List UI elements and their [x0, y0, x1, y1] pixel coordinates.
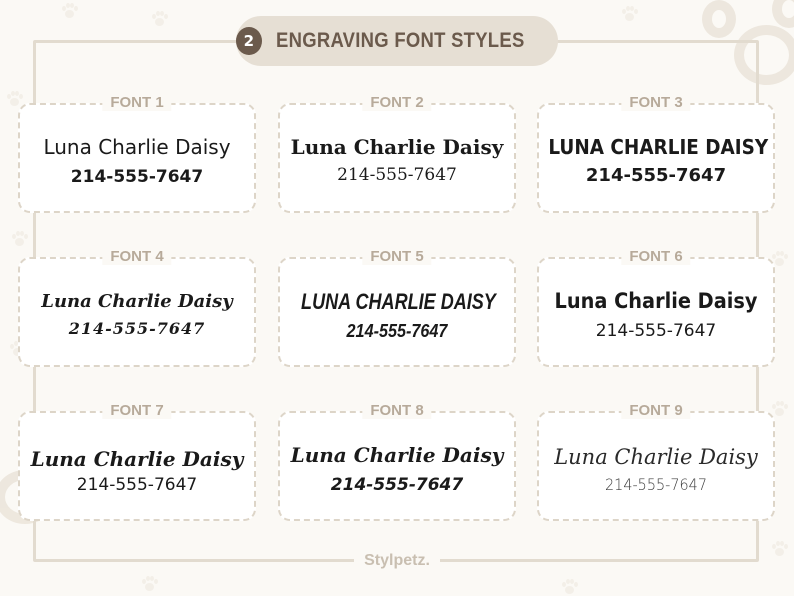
- sample-phone: 214-555-7647: [68, 319, 206, 338]
- sample-names: Luna Charlie Daisy: [290, 135, 504, 159]
- sample-names: Luna Charlie Daisy: [41, 291, 233, 312]
- font-card-5[interactable]: [278, 248, 516, 367]
- font-label: FONT 3: [621, 94, 690, 111]
- paw-print-icon: [10, 230, 28, 248]
- section-header: [236, 16, 558, 66]
- font-card-6[interactable]: [537, 248, 775, 367]
- sample-phone: 214-555-7647: [330, 475, 464, 495]
- font-label: FONT 5: [362, 248, 431, 265]
- brand-logo: [0, 552, 794, 570]
- font-label: FONT 8: [362, 402, 431, 419]
- sample-names: Luna Charlie Daisy: [43, 135, 231, 159]
- sample-phone: 214-555-7647: [595, 321, 717, 341]
- sample-names: Luna Charlie Daisy: [554, 289, 758, 313]
- sample-names: Luna Charlie Daisy: [290, 443, 504, 467]
- font-card-4[interactable]: [18, 248, 256, 367]
- paw-print-icon: [5, 90, 23, 108]
- sample-names: LUNA CHARLIE DAISY: [548, 135, 769, 159]
- paw-print-icon: [60, 2, 78, 20]
- sample-names: Luna Charlie Daisy: [30, 447, 244, 471]
- sample-names: Luna Charlie Daisy: [554, 445, 758, 469]
- sample-phone: 214-555-7647: [585, 165, 727, 186]
- sample-phone: 214-555-7647: [76, 475, 198, 495]
- font-card-8[interactable]: [278, 402, 516, 521]
- step-number-badge: 2: [236, 27, 262, 55]
- sample-phone: 214-555-7647: [337, 165, 457, 185]
- font-card-2[interactable]: [278, 94, 516, 213]
- sample-names: LUNA CHARLIE DAISY: [301, 289, 496, 314]
- font-label: FONT 9: [621, 402, 690, 419]
- paw-print-icon: [560, 578, 578, 596]
- font-card-1[interactable]: [18, 94, 256, 213]
- font-label: FONT 2: [362, 94, 431, 111]
- sample-phone: 214-555-7647: [604, 475, 708, 494]
- font-label: FONT 1: [102, 94, 171, 111]
- sample-phone: 214-555-7647: [346, 321, 448, 341]
- font-label: FONT 7: [102, 402, 171, 419]
- font-card-3[interactable]: [537, 94, 775, 213]
- sample-phone: 214-555-7647: [70, 167, 204, 187]
- paw-print-icon: [150, 10, 168, 28]
- brand-name: Stylpetz.: [354, 552, 440, 569]
- paw-print-icon: [140, 575, 158, 593]
- font-card-9[interactable]: [537, 402, 775, 521]
- font-card-7[interactable]: [18, 402, 256, 521]
- font-label: FONT 6: [621, 248, 690, 265]
- paw-print-icon: [620, 5, 638, 23]
- font-label: FONT 4: [102, 248, 171, 265]
- section-title: ENGRAVING FONT STYLES: [275, 29, 525, 52]
